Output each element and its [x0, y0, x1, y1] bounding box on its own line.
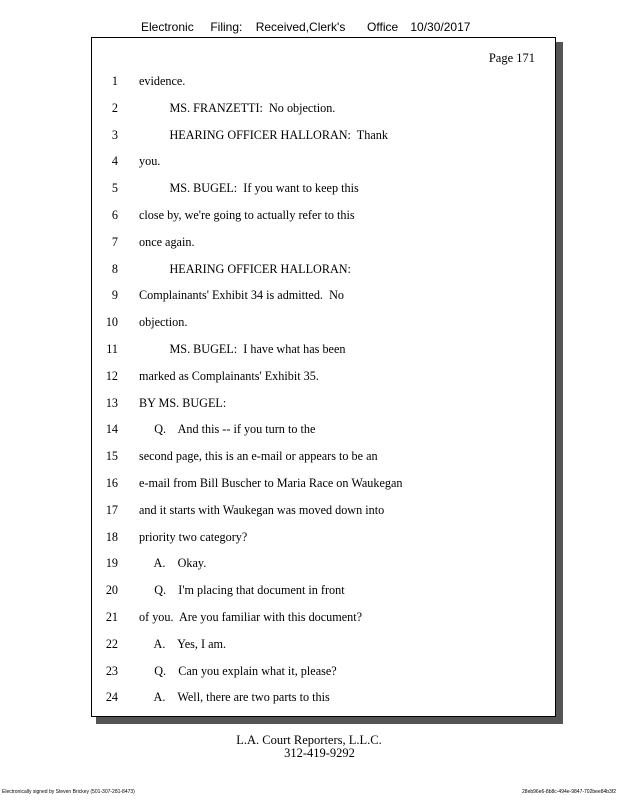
line-number: 9 [111, 288, 118, 303]
line-number: 5 [111, 181, 118, 196]
line-text: MS. FRANZETTI: No objection. [139, 100, 336, 115]
line-number: 20 [105, 583, 118, 598]
line-number: 3 [111, 127, 118, 142]
transcript-line [92, 503, 532, 519]
transcript-line [92, 449, 532, 465]
filing-word-5: 10/30/2017 [410, 20, 471, 34]
transcript-line [92, 422, 532, 438]
page-number: Page 171 [488, 51, 535, 65]
transcript-line [92, 101, 532, 117]
line-text: you. [139, 154, 161, 169]
line-text: evidence. [139, 74, 186, 88]
line-number: 18 [105, 529, 118, 544]
line-text: once again. [139, 234, 195, 249]
line-text: Q. Can you explain what it, please? [139, 663, 337, 678]
line-text: Q. And this -- if you turn to the [139, 422, 316, 437]
line-number: 17 [105, 502, 118, 517]
document-hash: 28eb96e6-8b8c-494e-9847-702bee84b3f2 [522, 789, 616, 795]
line-text: of you. Are you familiar with this document? [139, 610, 363, 624]
transcript-line [92, 690, 532, 706]
transcript-line [92, 288, 532, 304]
line-text: A. Yes, I am. [139, 636, 227, 651]
transcript-line [92, 154, 532, 170]
line-text: second page, this is an e-mail or appears to be an [139, 449, 378, 464]
transcript-line [92, 556, 532, 572]
line-number: 15 [105, 449, 118, 464]
line-text: marked as Complainants' Exhibit 35. [139, 368, 319, 383]
transcript-line [92, 396, 532, 412]
line-number: 4 [111, 154, 118, 169]
line-number: 24 [105, 690, 118, 705]
line-text: e-mail from Bill Buscher to Maria Race on Waukegan [139, 476, 403, 490]
transcript-line [92, 583, 532, 599]
transcript-line [92, 637, 532, 653]
transcript-line [92, 530, 532, 546]
line-text: close by, we're going to actually refer to this [139, 208, 355, 222]
line-text: MS. BUGEL: I have what has been [139, 342, 346, 356]
transcript-line [92, 208, 532, 224]
line-number: 12 [105, 368, 118, 383]
line-number: 7 [111, 234, 118, 249]
e-signature: Electronically signed by Steven Brickey (501-307-281-8473) [2, 789, 135, 795]
line-text: MS. BUGEL: If you want to keep this [139, 181, 359, 196]
line-number: 22 [105, 636, 118, 651]
line-text: HEARING OFFICER HALLORAN: Thank [139, 127, 388, 142]
line-number: 14 [105, 422, 118, 437]
transcript-line [92, 262, 532, 278]
line-text: priority two category? [139, 529, 248, 544]
line-text: HEARING OFFICER HALLORAN: [139, 261, 351, 276]
line-text: A. Well, there are two parts to this [139, 690, 330, 705]
line-number: 23 [105, 663, 118, 678]
line-number: 21 [105, 610, 118, 624]
transcript-line [92, 369, 532, 385]
filing-word-4: Office [367, 20, 399, 34]
line-text: BY MS. BUGEL: [139, 395, 227, 410]
line-text: Complainants' Exhibit 34 is admitted. No [139, 288, 344, 303]
transcript-line [92, 315, 532, 331]
line-number: 8 [111, 261, 118, 276]
filing-word-3: Received,Clerk's [255, 20, 346, 34]
reporter-phone: 312-419-9292 [284, 746, 355, 760]
line-text: objection. [139, 315, 188, 330]
line-number: 13 [105, 395, 118, 410]
line-number: 11 [106, 342, 118, 356]
transcript-line [92, 664, 532, 680]
transcript-line [92, 476, 532, 492]
transcript-line [92, 610, 532, 626]
reporter-company: L.A. Court Reporters, L.L.C. [236, 733, 382, 747]
line-text: Q. I'm placing that document in front [139, 583, 345, 598]
filing-word-1: Electronic [141, 20, 194, 34]
transcript-line [92, 181, 532, 197]
line-text: A. Okay. [139, 556, 207, 571]
line-number: 6 [111, 208, 118, 222]
line-number: 10 [105, 315, 118, 330]
line-number: 19 [105, 556, 118, 571]
transcript-line [92, 74, 532, 90]
line-number: 1 [111, 74, 118, 88]
transcript-line [92, 128, 532, 144]
line-number: 2 [111, 100, 118, 115]
transcript-line [92, 342, 532, 358]
filing-word-2: Filing: [210, 20, 243, 34]
line-text: and it starts with Waukegan was moved down into [139, 502, 385, 517]
line-number: 16 [105, 476, 118, 490]
filing-stamp [141, 20, 470, 34]
transcript-line [92, 235, 532, 251]
transcript-page [91, 37, 556, 717]
